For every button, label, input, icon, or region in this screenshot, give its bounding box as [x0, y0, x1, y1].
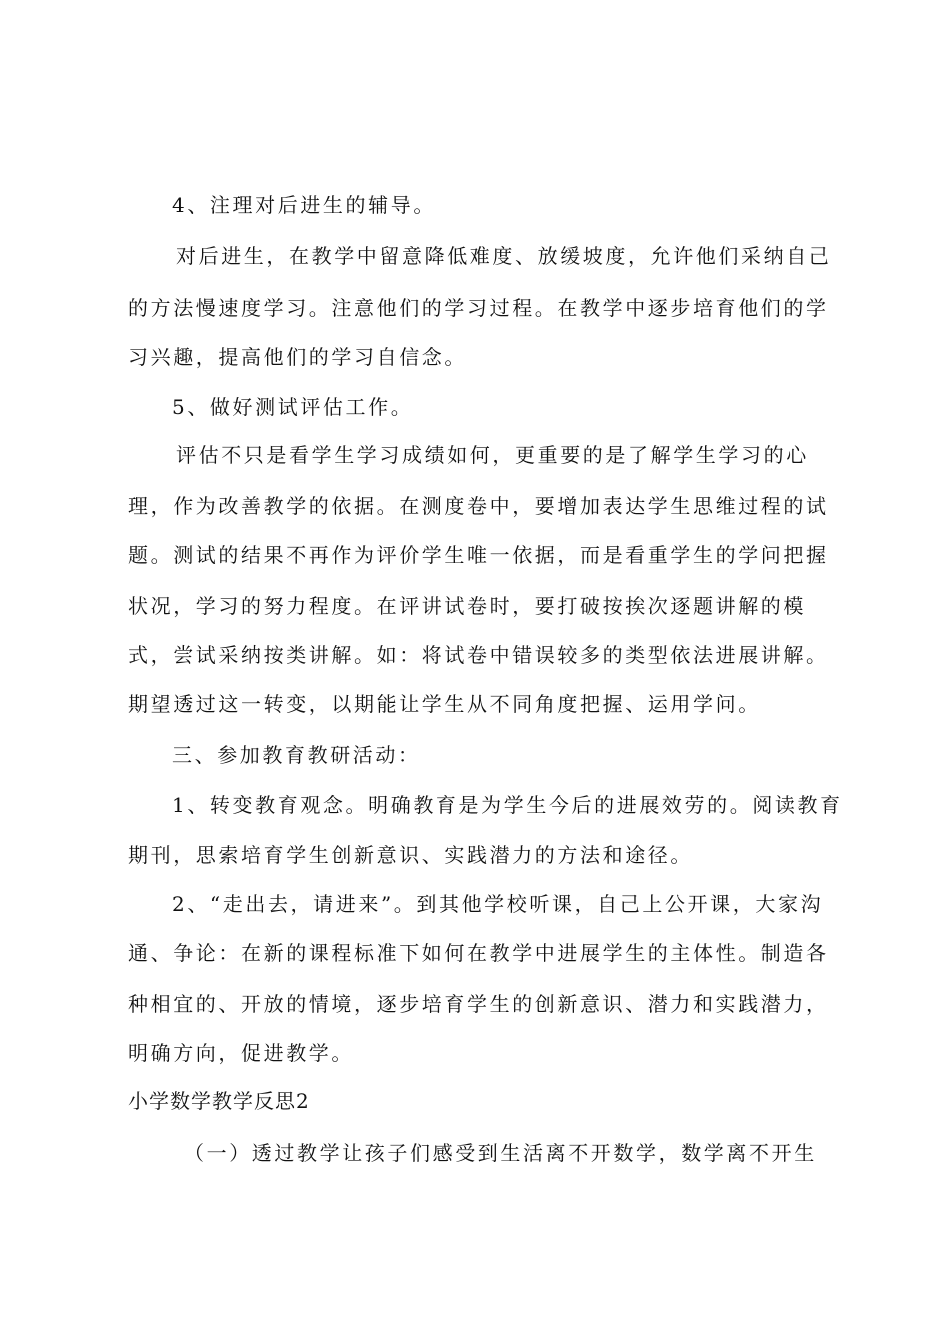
- paragraph-line: 2、“走出去，请进来”。到其他学校听课，自己上公开课，大家沟: [172, 892, 824, 916]
- paragraph-line: 明确方向，促进教学。: [128, 1041, 354, 1065]
- paragraph-line: 式，尝试采纳按类讲解。如：将试卷中错误较多的类型依法进展讲解。: [128, 643, 829, 667]
- paragraph-line: 期刊，思索培育学生创新意识、实践潜力的方法和途径。: [128, 843, 693, 867]
- section-heading-3: 三、参加教育教研活动：: [172, 743, 421, 767]
- paragraph-line: 状况，学习的努力程度。在评讲试卷时，要打破按挨次逐题讲解的模: [128, 594, 806, 618]
- paragraph-heading-5: 5、做好测试评估工作。: [172, 395, 414, 419]
- paragraph-heading-4: 4、注理对后进生的辅导。: [172, 193, 436, 217]
- paragraph-line: 的方法慢速度学习。注意他们的学习过程。在教学中逐步培育他们的学: [128, 296, 829, 320]
- paragraph-line: 评估不只是看学生学习成绩如何，更重要的是了解学生学习的心: [176, 443, 809, 467]
- paragraph-line: 1、转变教育观念。明确教育是为学生今后的进展效劳的。阅读教育: [172, 793, 843, 817]
- paragraph-line: 题。测试的结果不再作为评价学生唯一依据，而是看重学生的学问把握: [128, 543, 829, 567]
- paragraph-line: 习兴趣，提高他们的学习自信念。: [128, 345, 467, 369]
- paragraph-line: 对后进生，在教学中留意降低难度、放缓坡度，允许他们采纳自己: [176, 244, 832, 268]
- paragraph-line: 理，作为改善教学的依据。在测度卷中，要增加表达学生思维过程的试: [128, 494, 829, 518]
- paragraph-line: 期望透过这一转变，以期能让学生从不同角度把握、运用学问。: [128, 692, 761, 716]
- paragraph-line: 种相宜的、开放的情境，逐步培育学生的创新意识、潜力和实践潜力，: [128, 992, 829, 1016]
- paragraph-line: 通、争论：在新的课程标准下如何在教学中进展学生的主体性。制造各: [128, 941, 829, 965]
- section-title: 小学数学教学反思2: [128, 1089, 310, 1113]
- paragraph-line: （一）透过教学让孩子们感受到生活离不开数学，数学离不开生: [184, 1141, 817, 1165]
